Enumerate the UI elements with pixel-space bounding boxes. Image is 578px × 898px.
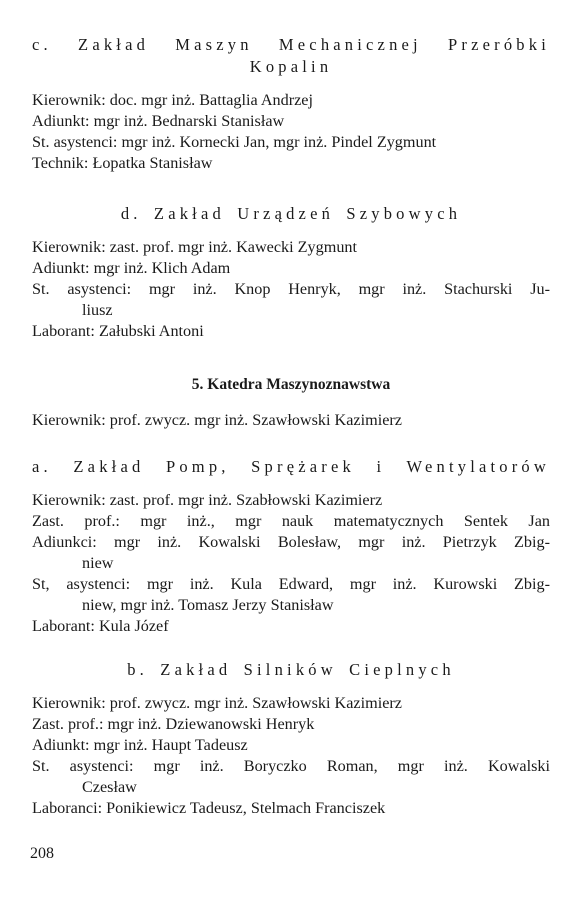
staff-line: St. asystenci: mgr inż. Kornecki Jan, mgr inż. Pindel Zygmunt [32,133,437,151]
section-heading-d: d. Zakład Urządzeń Szybowych [120,204,462,223]
section-d-staff [32,237,550,342]
staff-line: Adiunkci: mgr inż. Kowalski Bolesław, mgr inż. Pietrzyk Zbig- [32,533,550,551]
staff-line: Kierownik: zast. prof. mgr inż. Szabłowski Kazimierz [32,491,383,509]
staff-line: Kierownik: prof. zwycz. mgr inż. Szawłowski Kazimierz [32,694,402,712]
staff-line: Laborant: Kula Józef [32,617,169,635]
staff-line-continuation: liusz [82,301,113,319]
section-heading-b: b. Zakład Silników Cieplnych [127,660,455,679]
staff-line-continuation: niew [82,554,114,572]
section-b-staff [32,693,550,819]
department-heading: 5. Katedra Maszynoznawstwa [191,376,391,393]
staff-line: Kierownik: prof. zwycz. mgr inż. Szawłowski Kazimierz [32,411,402,429]
staff-line: Laborant: Załubski Antoni [32,322,204,340]
staff-line: Technik: Łopatka Stanisław [32,154,213,172]
staff-line: Zast. prof.: mgr inż. Dziewanowski Henryk [32,715,315,733]
staff-line: Adiunkt: mgr inż. Haupt Tadeusz [32,736,248,754]
page-number: 208 [30,845,54,862]
staff-line: Adiunkt: mgr inż. Bednarski Stanisław [32,112,285,130]
staff-line: St, asystenci: mgr inż. Kula Edward, mgr inż. Kurowski Zbig- [32,575,550,593]
staff-line: St. asystenci: mgr inż. Knop Henryk, mgr inż. Stachurski Ju- [32,280,550,298]
staff-line-continuation: niew, mgr inż. Tomasz Jerzy Stanisław [82,596,334,614]
staff-line: Zast. prof.: mgr inż., mgr nauk matematycznych Sentek Jan [32,512,550,530]
section-a-staff [32,490,550,637]
staff-line: Kierownik: zast. prof. mgr inż. Kawecki Zygmunt [32,238,358,256]
staff-line: Kierownik: doc. mgr inż. Battaglia Andrzej [32,91,313,109]
section-c-staff [32,90,550,174]
section-heading-c-continued: Kopalin [249,57,333,76]
staff-line: Adiunkt: mgr inż. Klich Adam [32,259,231,277]
staff-line: St. asystenci: mgr inż. Boryczko Roman, mgr inż. Kowalski [32,757,550,775]
staff-line: Laboranci: Ponikiewicz Tadeusz, Stelmach Franciszek [32,799,386,817]
section-heading-c: c. Zakład Maszyn Mechanicznej Przeróbki [32,35,550,54]
section-heading-a: a. Zakład Pomp, Sprężarek i Wentylatorów [32,457,550,476]
department-head [32,410,550,431]
staff-line-continuation: Czesław [82,778,137,796]
